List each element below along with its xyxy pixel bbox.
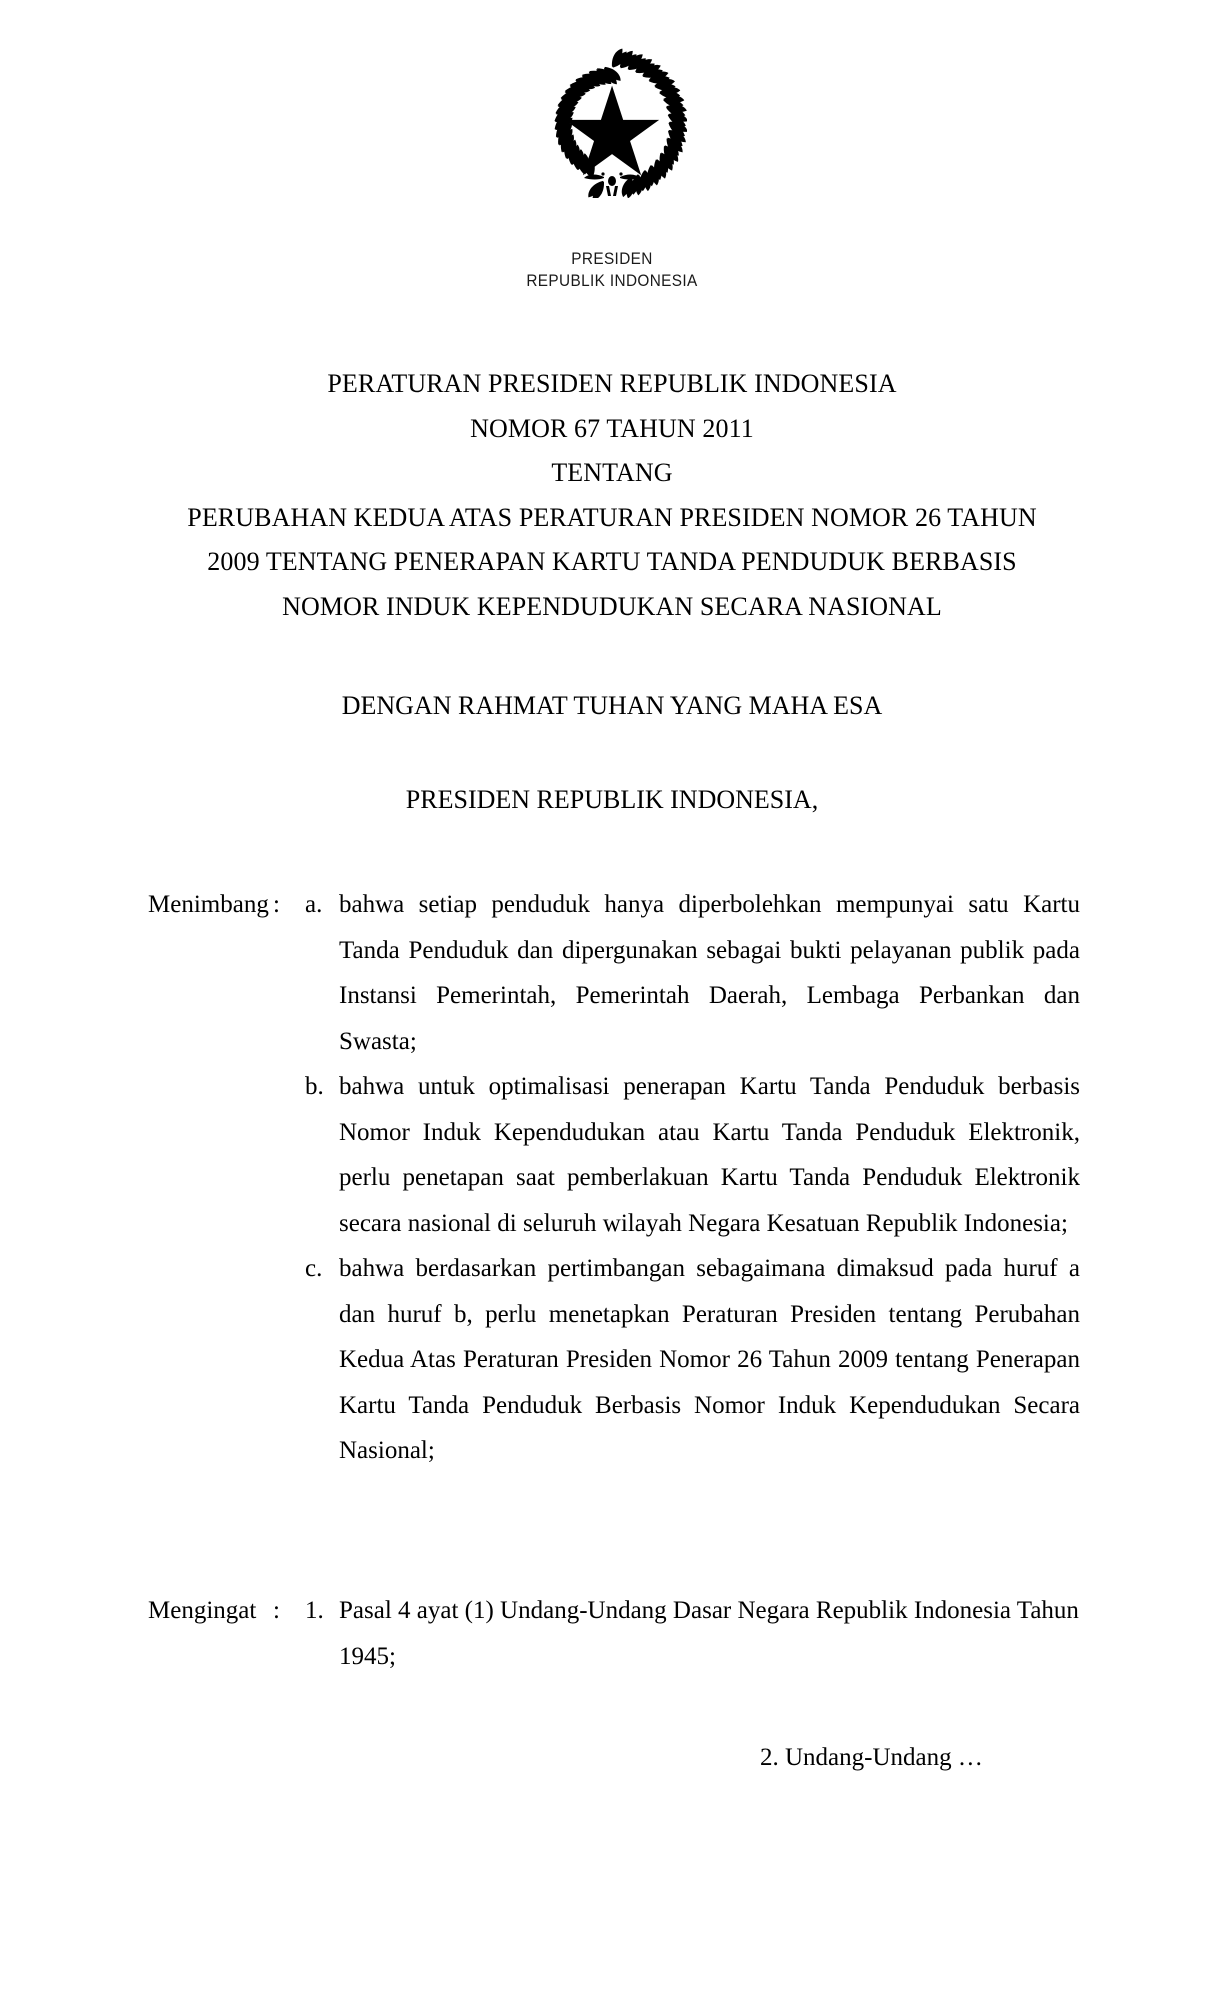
menimbang-clause <box>148 882 1080 1474</box>
mengingat-item-marker-1: 1. <box>305 1597 324 1624</box>
mengingat-label: Mengingat <box>148 1597 257 1624</box>
document-title <box>112 362 1112 629</box>
list-item <box>305 1588 1080 1679</box>
title-line-2: NOMOR 67 TAHUN 2011 <box>470 413 754 443</box>
menimbang-colon: : <box>273 891 280 918</box>
menimbang-item-marker-b: b. <box>305 1073 324 1100</box>
mengingat-clause <box>148 1588 1080 1679</box>
title-line-3: TENTANG <box>551 458 673 487</box>
enacting-authority-line: PRESIDEN REPUBLIK INDONESIA, <box>405 785 819 814</box>
presidential-seal-block <box>0 46 1224 198</box>
title-line-6: NOMOR INDUK KEPENDUDUKAN SECARA NASIONAL <box>282 591 942 621</box>
mengingat-colon: : <box>273 1597 280 1624</box>
list-item <box>305 1246 1080 1474</box>
presidential-seal-icon <box>537 46 687 198</box>
page-continuation-catchword: 2. Undang-Undang … <box>760 1744 983 1771</box>
title-line-1: PERATURAN PRESIDEN REPUBLIK INDONESIA <box>327 369 897 398</box>
invocation-line: DENGAN RAHMAT TUHAN YANG MAHA ESA <box>341 691 883 720</box>
menimbang-item-marker-c: c. <box>305 1255 323 1282</box>
title-line-5: 2009 TENTANG PENERAPAN KARTU TANDA PENDUDUK BERBASIS <box>207 547 1017 576</box>
seal-caption <box>43 248 1181 292</box>
mengingat-items <box>305 1588 1080 1679</box>
seal-caption-line-1: PRESIDEN <box>571 250 653 268</box>
title-line-4: PERUBAHAN KEDUA ATAS PERATURAN PRESIDEN NOMOR 26 TAHUN <box>187 502 1037 532</box>
menimbang-label: Menimbang <box>148 891 269 918</box>
menimbang-item-text-c: bahwa berdasarkan pertimbangan sebagaimana dimaksud pada huruf a dan huruf b, perlu menetapkan Peraturan Presiden tentang Perubahan Kedua Atas Peraturan Presiden Nomor 26 Tahun 2009 tentang Penerapan Kartu Tanda Penduduk Berbasis Nomor Induk Kependudukan Secara Nasional; <box>339 1255 1080 1464</box>
menimbang-item-text-b: bahwa untuk optimalisasi penerapan Kartu Tanda Penduduk berbasis Nomor Induk Kependudukan atau Kartu Tanda Penduduk Elektronik, perlu penetapan saat pemberlakuan Kartu Tanda Penduduk Elektronik secara nasional di seluruh wilayah Negara Kesatuan Republik Indonesia; <box>339 1073 1080 1237</box>
menimbang-items <box>305 882 1080 1474</box>
mengingat-item-text-1: Pasal 4 ayat (1) Undang-Undang Dasar Negara Republik Indonesia Tahun 1945; <box>339 1597 1079 1670</box>
list-item <box>305 1064 1080 1246</box>
menimbang-item-marker-a: a. <box>305 891 323 918</box>
seal-caption-line-2: REPUBLIK INDONESIA <box>526 272 698 290</box>
menimbang-item-text-a: bahwa setiap penduduk hanya diperbolehkan mempunyai satu Kartu Tanda Penduduk dan dipergunakan sebagai bukti pelayanan publik pada Instansi Pemerintah, Pemerintah Daerah, Lembaga Perbankan dan Swasta; <box>339 891 1080 1055</box>
list-item <box>305 882 1080 1064</box>
